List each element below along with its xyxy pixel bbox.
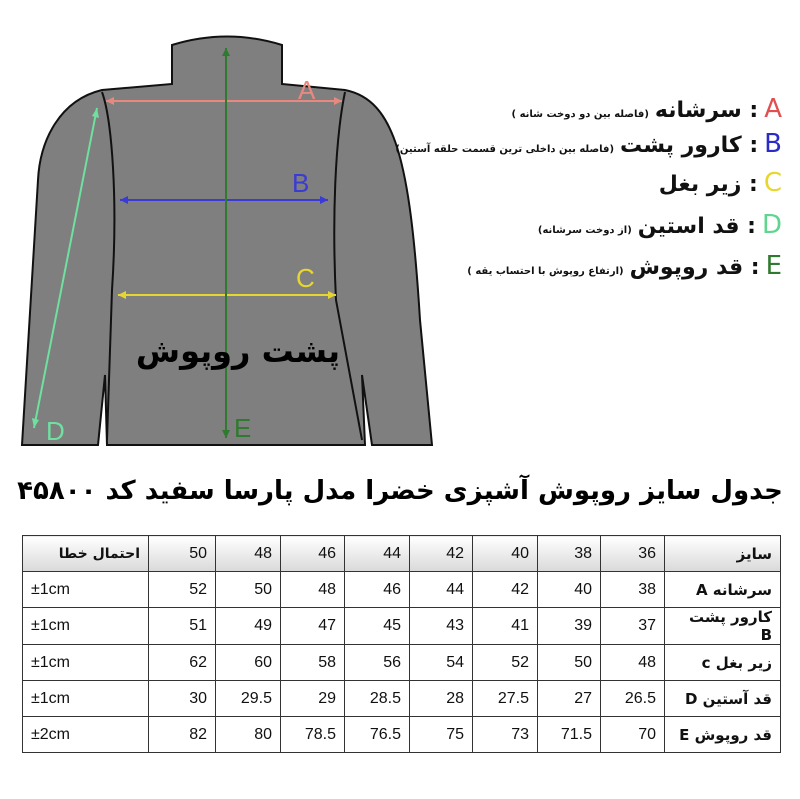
legend-item-b — [395, 129, 782, 159]
legend-note-a: (فاصله بین دو دوخت شانه ) — [511, 109, 649, 120]
size-table — [22, 535, 781, 753]
marker-c: C — [296, 263, 315, 293]
legend-note-b: (فاصله بین داخلی ترین قسمت حلقه آستین) — [395, 144, 615, 155]
size-cell: 48 — [216, 536, 281, 572]
legend-name-c: : زیر بغل — [658, 172, 758, 197]
table-row — [23, 645, 781, 681]
legend-name-a: : سرشانه — [654, 98, 759, 123]
size-cell: 44 — [345, 536, 410, 572]
value-cell: 48 — [281, 572, 345, 608]
size-cell: 38 — [538, 536, 601, 572]
legend-item-a — [512, 94, 782, 124]
tolerance-cell: ±1cm — [23, 572, 149, 608]
value-cell: 70 — [601, 717, 665, 753]
value-cell: 48 — [601, 645, 665, 681]
value-cell: 52 — [473, 645, 538, 681]
marker-d: D — [46, 416, 65, 446]
value-cell: 47 — [281, 608, 345, 645]
marker-b: B — [292, 168, 310, 198]
legend-letter-e: E — [765, 251, 782, 281]
marker-e: E — [234, 413, 252, 443]
row-label: کارور پشت B — [665, 608, 781, 645]
value-cell: 37 — [601, 608, 665, 645]
tolerance-cell: ±1cm — [23, 645, 149, 681]
value-cell: 54 — [410, 645, 473, 681]
value-cell: 51 — [149, 608, 216, 645]
value-cell: 73 — [473, 717, 538, 753]
value-cell: 60 — [216, 645, 281, 681]
value-cell: 29.5 — [216, 681, 281, 717]
table-row — [23, 608, 781, 645]
table-row — [23, 717, 781, 753]
value-cell: 43 — [410, 608, 473, 645]
legend-item-c — [659, 168, 782, 198]
value-cell: 62 — [149, 645, 216, 681]
value-cell: 45 — [345, 608, 410, 645]
legend-letter-c: C — [763, 168, 782, 198]
legend-name-e: : قد روپوش — [629, 255, 760, 280]
size-cell: 42 — [410, 536, 473, 572]
value-cell: 49 — [216, 608, 281, 645]
table-row — [23, 572, 781, 608]
legend-letter-a: A — [764, 94, 782, 124]
legend-item-d — [538, 210, 782, 240]
legend-note-d: (از دوخت سرشانه) — [537, 225, 632, 236]
value-cell: 41 — [473, 608, 538, 645]
value-cell: 39 — [538, 608, 601, 645]
value-cell: 50 — [538, 645, 601, 681]
table-row — [23, 681, 781, 717]
legend-item-e — [467, 251, 782, 281]
value-cell: 82 — [149, 717, 216, 753]
tolerance-header: احتمال خطا — [23, 536, 149, 572]
value-cell: 29 — [281, 681, 345, 717]
tolerance-cell: ±1cm — [23, 681, 149, 717]
value-cell: 75 — [410, 717, 473, 753]
size-cell: 50 — [149, 536, 216, 572]
value-cell: 40 — [538, 572, 601, 608]
table-header-row — [23, 536, 781, 572]
value-cell: 28.5 — [345, 681, 410, 717]
row-label: زیر بغل c — [665, 645, 781, 681]
value-cell: 26.5 — [601, 681, 665, 717]
value-cell: 71.5 — [538, 717, 601, 753]
legend-name-d: : قد استین — [637, 214, 756, 239]
value-cell: 50 — [216, 572, 281, 608]
value-cell: 38 — [601, 572, 665, 608]
value-cell: 52 — [149, 572, 216, 608]
value-cell: 46 — [345, 572, 410, 608]
size-cell: 46 — [281, 536, 345, 572]
value-cell: 78.5 — [281, 717, 345, 753]
value-cell: 44 — [410, 572, 473, 608]
diagram-caption: پشت روپوش — [135, 332, 341, 370]
legend-note-e: (ارتفاع روپوش با احتساب یقه ) — [467, 266, 624, 277]
row-label: قد روپوش E — [665, 717, 781, 753]
value-cell: 80 — [216, 717, 281, 753]
legend-letter-b: B — [764, 129, 782, 159]
value-cell: 27.5 — [473, 681, 538, 717]
value-cell: 42 — [473, 572, 538, 608]
value-cell: 58 — [281, 645, 345, 681]
legend-letter-d: D — [761, 210, 782, 240]
size-header: سایز — [665, 536, 781, 572]
tolerance-cell: ±1cm — [23, 608, 149, 645]
value-cell: 76.5 — [345, 717, 410, 753]
value-cell: 28 — [410, 681, 473, 717]
tolerance-cell: ±2cm — [23, 717, 149, 753]
size-chart-title: جدول سایز روپوش آشپزی خضرا مدل پارسا سفید کد ۴۵۸۰۰ — [17, 476, 783, 506]
legend-name-b: : کارور پشت — [620, 133, 759, 158]
row-label: قد آستین D — [665, 681, 781, 717]
size-cell: 36 — [601, 536, 665, 572]
marker-a: A — [298, 75, 316, 105]
value-cell: 30 — [149, 681, 216, 717]
value-cell: 27 — [538, 681, 601, 717]
size-cell: 40 — [473, 536, 538, 572]
value-cell: 56 — [345, 645, 410, 681]
row-label: سرشانه A — [665, 572, 781, 608]
